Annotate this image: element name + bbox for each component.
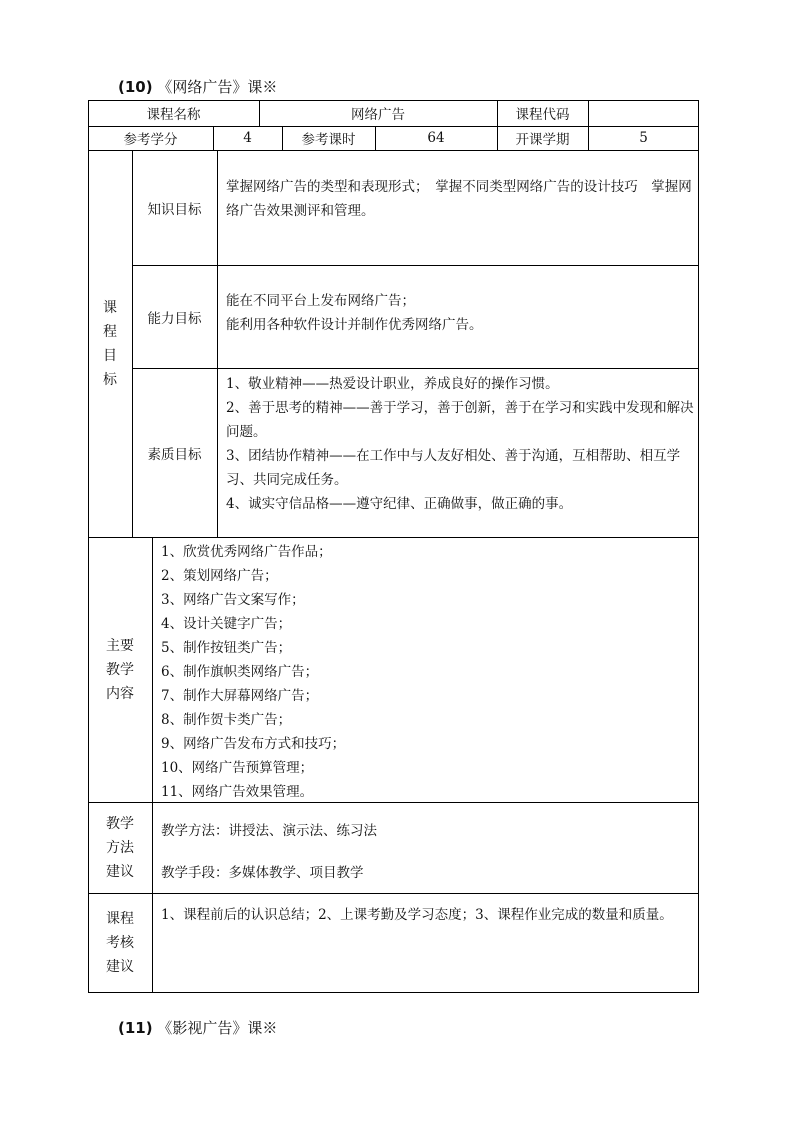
assessment-label (88, 893, 152, 993)
list-item: 7、制作大屏幕网络广告； (161, 688, 319, 704)
row-divider (88, 537, 699, 538)
list-item: 6、制作旗帜类网络广告； (161, 664, 319, 680)
section-heading-11 (118, 1018, 277, 1038)
label-char: 教学 (106, 661, 134, 678)
label-char: 程 (103, 323, 117, 340)
ability-goal-text (226, 289, 692, 337)
teaching-methods-text: 教学方法：讲授法、演示法、练习法 (161, 823, 377, 839)
col-divider (217, 150, 218, 537)
section-heading-10 (118, 77, 277, 97)
ability-goal-label: 能力目标 (147, 310, 202, 327)
teaching-content-list (161, 540, 691, 804)
label-char: 主要 (106, 637, 134, 654)
semester-label: 开课学期 (515, 132, 570, 148)
label-char: 建议 (106, 863, 134, 880)
course-code-value (588, 100, 699, 126)
teaching-means-text: 教学手段：多媒体教学、项目教学 (161, 865, 364, 881)
label-char: 内容 (106, 685, 134, 702)
label-char: 目 (103, 347, 117, 364)
list-item: 11、网络广告效果管理。 (161, 784, 314, 800)
label-char: 教学 (106, 815, 134, 832)
label-char: 考核 (106, 935, 134, 951)
hours-value: 64 (427, 130, 445, 146)
ability-line: 能在不同平台上发布网络广告； (226, 293, 415, 309)
ability-line: 能利用各种软件设计并制作优秀网络广告。 (226, 317, 483, 333)
knowledge-goal-text: 掌握网络广告的类型和表现形式； 掌握不同类型网络广告的设计技巧 掌握网络广告效果测评和管理。 (226, 179, 692, 219)
course-name-label: 课程名称 (146, 107, 201, 123)
credit-label: 参考学分 (123, 132, 178, 148)
knowledge-goal-label: 知识目标 (147, 201, 202, 218)
quality-line: 4、诚实守信品格——遵守纪律、正确做事，做正确的事。 (226, 496, 573, 512)
row-divider (88, 893, 699, 894)
course-goals-label (88, 150, 132, 537)
section-title: 《影视广告》课※ (157, 1019, 278, 1037)
quality-goal-label: 素质目标 (147, 446, 202, 463)
list-item: 3、网络广告文案写作； (161, 592, 305, 608)
list-item: 8、制作贺卡类广告； (161, 712, 292, 728)
list-item: 10、网络广告预算管理； (161, 760, 314, 776)
assessment-text: 1、课程前后的认识总结；2、上课考勤及学习态度；3、课程作业完成的数量和质量。 (161, 907, 673, 923)
credit-value: 4 (243, 130, 252, 146)
section-number: (11) (118, 1019, 153, 1037)
label-char: 建议 (106, 959, 134, 975)
section-title: 《网络广告》课※ (157, 78, 278, 96)
label-char: 标 (103, 371, 117, 388)
quality-goal-text (226, 372, 694, 516)
course-name-value: 网络广告 (351, 107, 405, 123)
list-item: 9、网络广告发布方式和技巧； (161, 736, 346, 752)
teaching-method-label (88, 802, 152, 893)
col-divider (152, 537, 153, 993)
quality-line: 1、敬业精神——热爱设计职业，养成良好的操作习惯。 (226, 376, 559, 392)
teaching-content-label (88, 537, 152, 802)
label-char: 方法 (106, 839, 134, 856)
list-item: 1、欣赏优秀网络广告作品； (161, 544, 332, 560)
list-item: 5、制作按钮类广告； (161, 640, 292, 656)
quality-line: 2、善于思考的精神——善于学习，善于创新，善于在学习和实践中发现和解决问题。 (226, 400, 694, 440)
label-char: 课程 (106, 911, 134, 927)
list-item: 2、策划网络广告； (161, 568, 278, 584)
course-code-label: 课程代码 (515, 107, 570, 123)
list-item: 4、设计关键字广告； (161, 616, 292, 632)
semester-value: 5 (639, 130, 648, 146)
hours-label: 参考课时 (301, 132, 356, 148)
section-number: (10) (118, 78, 153, 96)
label-char: 课 (103, 299, 117, 316)
quality-line: 3、团结协作精神——在工作中与人友好相处、善于沟通，互相帮助、相互学习、共同完成任务。 (226, 448, 681, 488)
